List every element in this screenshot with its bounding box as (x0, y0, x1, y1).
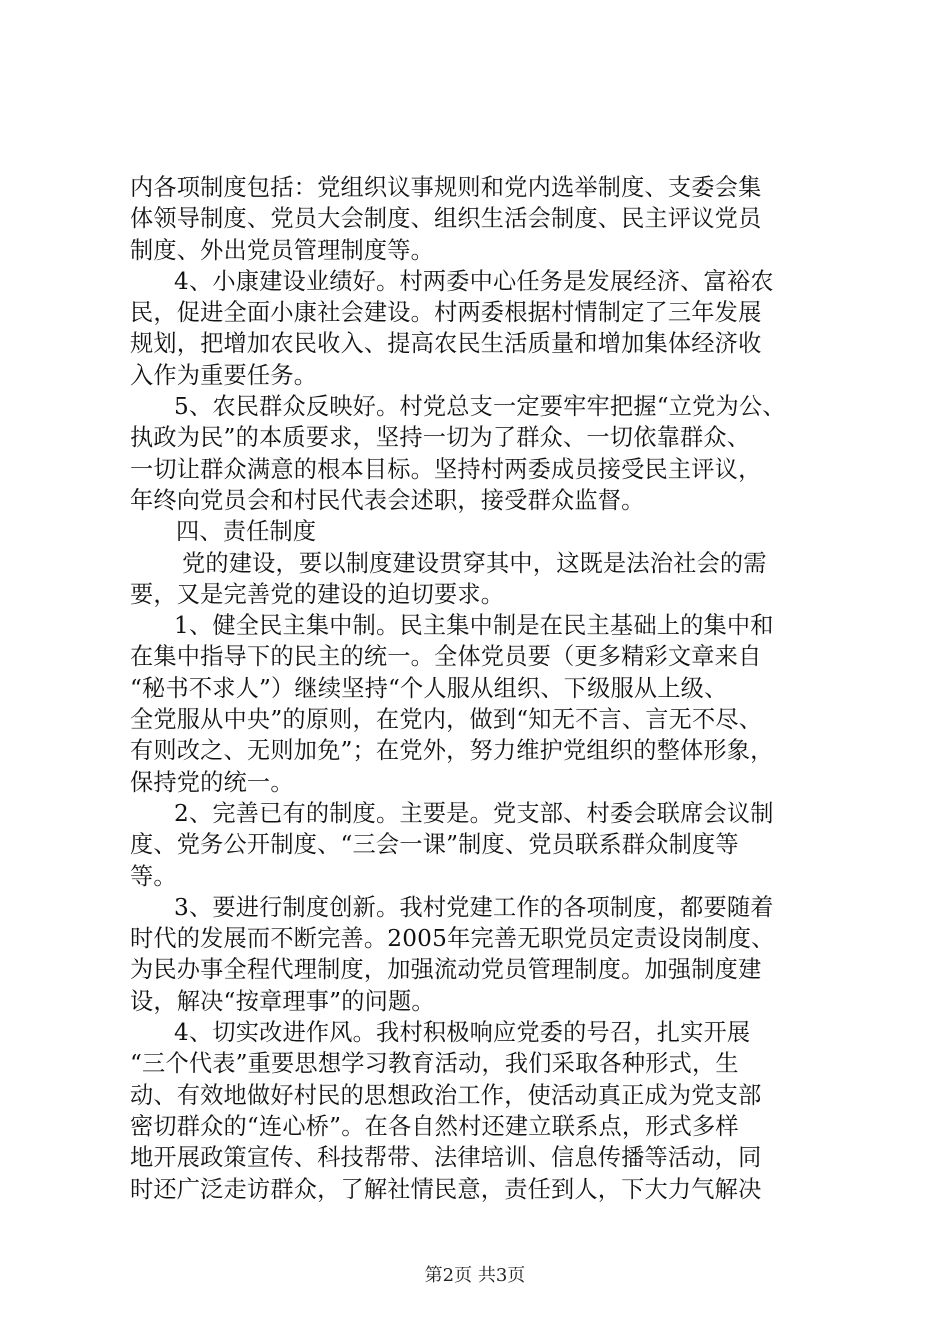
text-line: “秘书不求人”）继续坚持“个人服从组织、下级服从上级、 (130, 674, 728, 702)
text-line: “三个代表”重要思想学习教育活动，我们采取各种形式，生 (130, 1050, 739, 1078)
text-line: 年终向党员会和村民代表会述职，接受群众监督。 (130, 486, 645, 514)
text-line: 规划，把增加农民收入、提高农民生活质量和增加集体经济收 (130, 330, 762, 358)
text-line: 保持党的统一。 (130, 768, 294, 796)
text-line: 密切群众的“连心桥”。在各自然村还建立联系点，形式多样 (130, 1112, 739, 1140)
text-line: 时代的发展而不断完善。2005年完善无职党员定责设岗制度、 (130, 925, 775, 953)
text-line: 一切让群众满意的根本目标。坚持村两委成员接受民主评议， (130, 455, 762, 483)
text-line: 4、切实改进作风。我村积极响应党委的号召，扎实开展 (174, 1019, 751, 1047)
text-line: 4、小康建设业绩好。村两委中心任务是发展经济、富裕农 (174, 267, 774, 295)
text-line: 时还广泛走访群众，了解社情民意，责任到人，下大力气解决 (130, 1175, 762, 1203)
document-body (130, 172, 830, 1205)
page-footer (0, 1265, 950, 1287)
text-line: 5、农民群众反映好。村党总支一定要牢牢把握“立党为公、 (174, 393, 786, 421)
text-line: 在集中指导下的民主的统一。全体党员要（更多精彩文章来自 (130, 643, 762, 671)
text-line: 有则改之、无则加免”；在党外，努力维护党组织的整体形象， (130, 737, 774, 765)
text-line: 3、要进行制度创新。我村党建工作的各项制度，都要随着 (174, 893, 774, 921)
text-line: 2、完善已有的制度。主要是。党支部、村委会联席会议制 (174, 799, 774, 827)
text-line: 内各项制度包括：党组织议事规则和党内选举制度、支委会集 (130, 174, 762, 201)
text-line: 为民办事全程代理制度，加强流动党员管理制度。加强制度建 (130, 956, 762, 984)
text-line: 要，又是完善党的建设的迫切要求。 (130, 580, 505, 608)
text-line: 执政为民”的本质要求，坚持一切为了群众、一切依靠群众、 (130, 424, 751, 452)
text-line: 设，解决“按章理事”的问题。 (130, 987, 435, 1015)
text-line: 入作为重要任务。 (130, 361, 318, 389)
text-line: 党的建设，要以制度建设贯穿其中，这既是法治社会的需 (182, 549, 767, 577)
text-line: 体领导制度、党员大会制度、组织生活会制度、民主评议党员 (130, 205, 762, 233)
text-line: 动、有效地做好村民的思想政治工作，使活动真正成为党支部 (130, 1081, 762, 1109)
section-heading: 四、责任制度 (176, 518, 317, 546)
text-line: 民，促进全面小康社会建设。村两委根据村情制定了三年发展 (130, 299, 762, 327)
text-line: 等。 (130, 862, 177, 890)
text-line: 地开展政策宣传、科技帮带、法律培训、信息传播等活动，同 (130, 1144, 762, 1172)
text-line: 度、党务公开制度、“三会一课”制度、党员联系群众制度等 (130, 831, 739, 859)
text-line: 制度、外出党员管理制度等。 (130, 236, 435, 264)
text-line: 1、健全民主集中制。民主集中制是在民主基础上的集中和 (174, 612, 774, 640)
page-number: 第2页 共3页 (424, 1265, 526, 1286)
text-line: 全党服从中央”的原则，在党内，做到“知无不言、言无不尽、 (130, 706, 763, 734)
